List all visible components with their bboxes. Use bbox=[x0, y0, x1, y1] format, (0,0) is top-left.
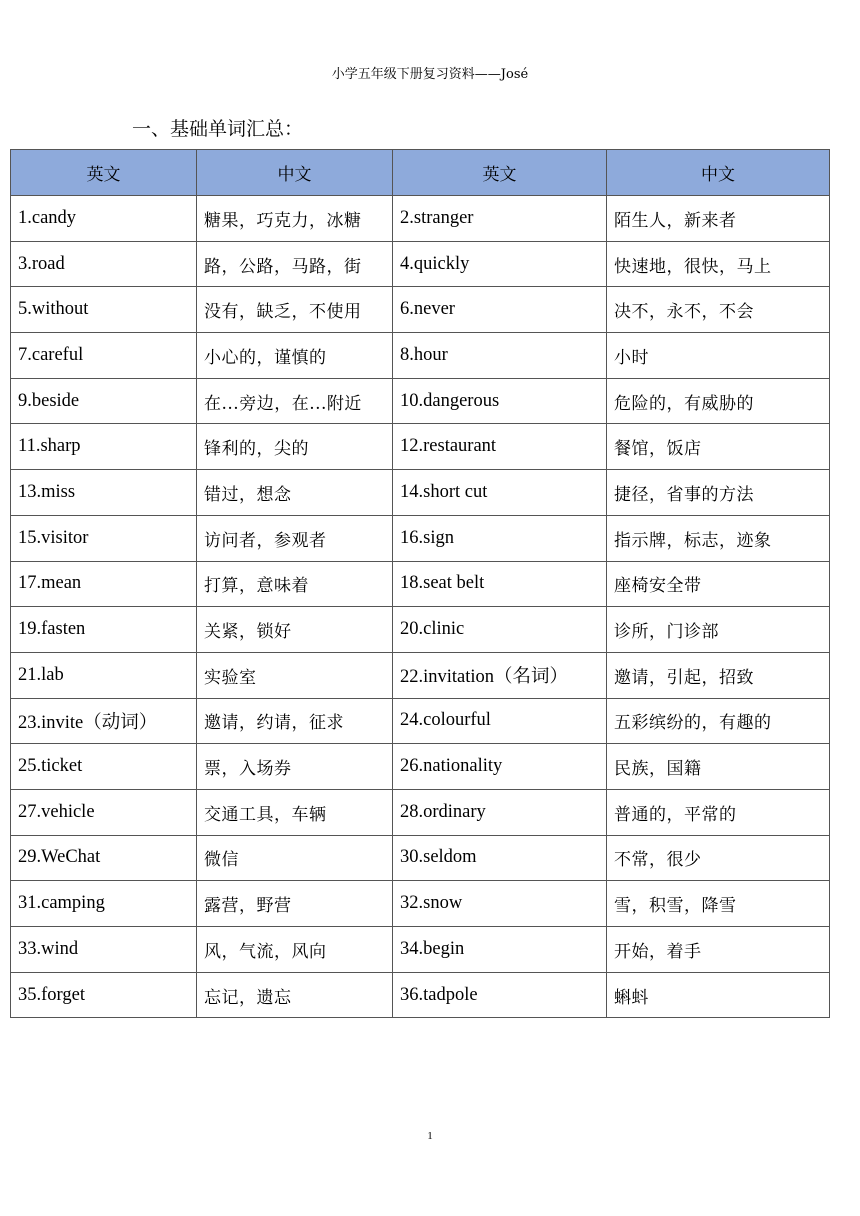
chinese-meaning-cell: 捷径，省事的方法 bbox=[607, 470, 830, 516]
chinese-meaning-cell: 糖果，巧克力，冰糖 bbox=[197, 196, 393, 242]
chinese-meaning-cell: 决不，永不，不会 bbox=[607, 287, 830, 333]
english-word-cell: 11.sharp bbox=[11, 424, 197, 470]
english-word-cell: 10.dangerous bbox=[393, 378, 607, 424]
english-word-cell: 7.careful bbox=[11, 333, 197, 379]
english-word-cell: 13.miss bbox=[11, 470, 197, 516]
chinese-meaning-cell: 风，气流，风向 bbox=[197, 927, 393, 973]
english-word-cell: 21.lab bbox=[11, 652, 197, 698]
chinese-meaning-cell: 邀请，引起，招致 bbox=[607, 652, 830, 698]
english-word-cell: 22.invitation（名词） bbox=[393, 652, 607, 698]
english-word-cell: 24.colourful bbox=[393, 698, 607, 744]
table-row bbox=[11, 515, 830, 561]
table-row bbox=[11, 241, 830, 287]
chinese-meaning-cell: 指示牌，标志，迹象 bbox=[607, 515, 830, 561]
english-word-cell: 12.restaurant bbox=[393, 424, 607, 470]
english-word-cell: 34.begin bbox=[393, 927, 607, 973]
table-row bbox=[11, 378, 830, 424]
table-row bbox=[11, 470, 830, 516]
english-word-cell: 32.snow bbox=[393, 881, 607, 927]
chinese-meaning-cell: 访问者，参观者 bbox=[197, 515, 393, 561]
english-word-cell: 3.road bbox=[11, 241, 197, 287]
chinese-meaning-cell: 邀请，约请，征求 bbox=[197, 698, 393, 744]
english-word-cell: 35.forget bbox=[11, 972, 197, 1018]
english-word-cell: 14.short cut bbox=[393, 470, 607, 516]
chinese-meaning-cell: 实验室 bbox=[197, 652, 393, 698]
english-word-cell: 17.mean bbox=[11, 561, 197, 607]
chinese-meaning-cell: 五彩缤纷的，有趣的 bbox=[607, 698, 830, 744]
page-header: 小学五年级下册复习资料——José bbox=[331, 67, 529, 82]
english-word-cell: 27.vehicle bbox=[11, 789, 197, 835]
table-row bbox=[11, 881, 830, 927]
table-row bbox=[11, 972, 830, 1018]
english-word-cell: 36.tadpole bbox=[393, 972, 607, 1018]
english-word-cell: 4.quickly bbox=[393, 241, 607, 287]
chinese-meaning-cell: 在...旁边，在...附近 bbox=[197, 378, 393, 424]
table-row bbox=[11, 698, 830, 744]
chinese-meaning-cell: 没有，缺乏，不使用 bbox=[197, 287, 393, 333]
table-row bbox=[11, 196, 830, 242]
column-header-english: 英文 bbox=[393, 150, 607, 196]
chinese-meaning-cell: 交通工具，车辆 bbox=[197, 789, 393, 835]
chinese-meaning-cell: 错过，想念 bbox=[197, 470, 393, 516]
column-header-chinese: 中文 bbox=[197, 150, 393, 196]
english-word-cell: 25.ticket bbox=[11, 744, 197, 790]
english-word-cell: 18.seat belt bbox=[393, 561, 607, 607]
chinese-meaning-cell: 开始，着手 bbox=[607, 927, 830, 973]
english-word-cell: 33.wind bbox=[11, 927, 197, 973]
english-word-cell: 30.seldom bbox=[393, 835, 607, 881]
english-word-cell: 2.stranger bbox=[393, 196, 607, 242]
english-word-cell: 5.without bbox=[11, 287, 197, 333]
english-word-cell: 16.sign bbox=[393, 515, 607, 561]
chinese-meaning-cell: 路，公路，马路，街 bbox=[197, 241, 393, 287]
chinese-meaning-cell: 蝌蚪 bbox=[607, 972, 830, 1018]
chinese-meaning-cell: 露营，野营 bbox=[197, 881, 393, 927]
chinese-meaning-cell: 关紧，锁好 bbox=[197, 607, 393, 653]
section-title: 一、基础单词汇总： bbox=[132, 118, 304, 140]
chinese-meaning-cell: 小时 bbox=[607, 333, 830, 379]
chinese-meaning-cell: 微信 bbox=[197, 835, 393, 881]
chinese-meaning-cell: 民族，国籍 bbox=[607, 744, 830, 790]
english-word-cell: 29.WeChat bbox=[11, 835, 197, 881]
english-word-cell: 26.nationality bbox=[393, 744, 607, 790]
table-row bbox=[11, 652, 830, 698]
page-number: 1 bbox=[427, 1130, 433, 1142]
chinese-meaning-cell: 不常，很少 bbox=[607, 835, 830, 881]
table-row bbox=[11, 561, 830, 607]
english-word-cell: 19.fasten bbox=[11, 607, 197, 653]
english-word-cell: 20.clinic bbox=[393, 607, 607, 653]
english-word-cell: 15.visitor bbox=[11, 515, 197, 561]
vocabulary-table bbox=[10, 149, 830, 1018]
chinese-meaning-cell: 小心的，谨慎的 bbox=[197, 333, 393, 379]
english-word-cell: 6.never bbox=[393, 287, 607, 333]
table-row bbox=[11, 835, 830, 881]
chinese-meaning-cell: 快速地，很快，马上 bbox=[607, 241, 830, 287]
chinese-meaning-cell: 普通的，平常的 bbox=[607, 789, 830, 835]
table-row bbox=[11, 744, 830, 790]
english-word-cell: 1.candy bbox=[11, 196, 197, 242]
chinese-meaning-cell: 打算，意味着 bbox=[197, 561, 393, 607]
chinese-meaning-cell: 忘记，遗忘 bbox=[197, 972, 393, 1018]
table-row bbox=[11, 607, 830, 653]
chinese-meaning-cell: 陌生人，新来者 bbox=[607, 196, 830, 242]
chinese-meaning-cell: 诊所，门诊部 bbox=[607, 607, 830, 653]
chinese-meaning-cell: 票，入场券 bbox=[197, 744, 393, 790]
chinese-meaning-cell: 危险的，有威胁的 bbox=[607, 378, 830, 424]
chinese-meaning-cell: 餐馆，饭店 bbox=[607, 424, 830, 470]
table-row bbox=[11, 789, 830, 835]
english-word-cell: 8.hour bbox=[393, 333, 607, 379]
table-row bbox=[11, 424, 830, 470]
english-word-cell: 31.camping bbox=[11, 881, 197, 927]
chinese-meaning-cell: 座椅安全带 bbox=[607, 561, 830, 607]
table-row bbox=[11, 333, 830, 379]
table-row bbox=[11, 927, 830, 973]
chinese-meaning-cell: 雪，积雪，降雪 bbox=[607, 881, 830, 927]
column-header-chinese: 中文 bbox=[607, 150, 830, 196]
english-word-cell: 9.beside bbox=[11, 378, 197, 424]
table-header-row bbox=[11, 150, 830, 196]
english-word-cell: 28.ordinary bbox=[393, 789, 607, 835]
table-row bbox=[11, 287, 830, 333]
chinese-meaning-cell: 锋利的，尖的 bbox=[197, 424, 393, 470]
column-header-english: 英文 bbox=[11, 150, 197, 196]
english-word-cell: 23.invite（动词） bbox=[11, 698, 197, 744]
